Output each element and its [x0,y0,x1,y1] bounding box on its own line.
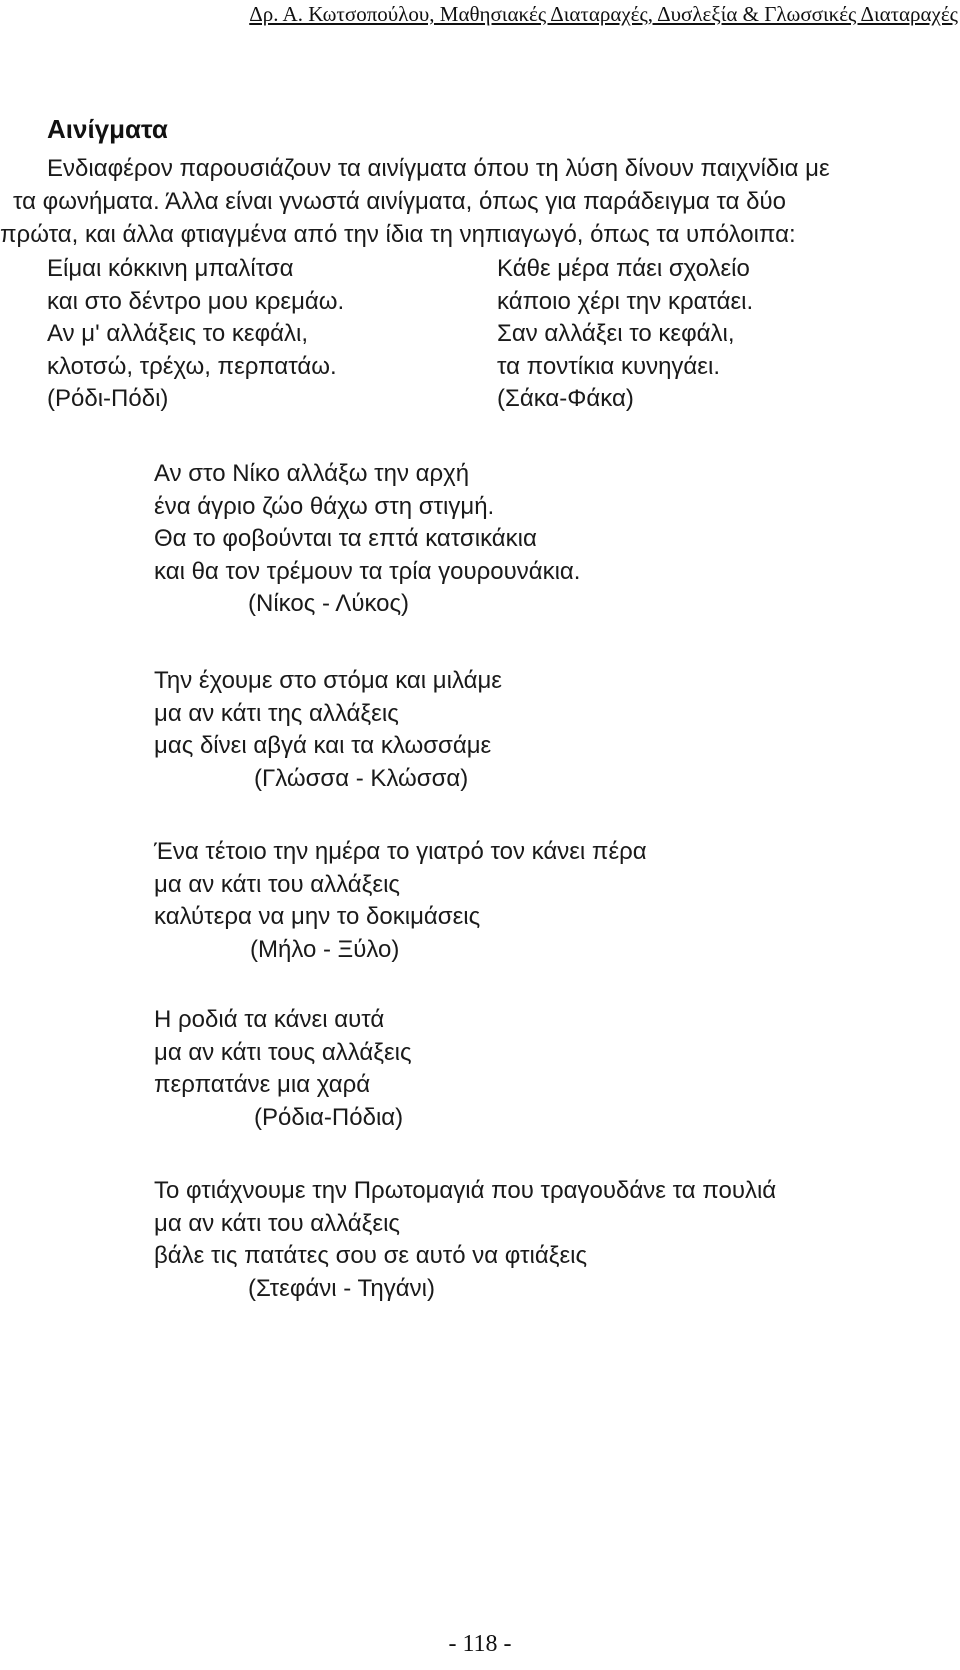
riddle-rodi-podi [47,253,344,416]
page-number: - 118 - [448,1631,512,1657]
riddle-line: μα αν κάτι τους αλλάξεις [154,1038,412,1066]
riddle-answer: (Ρόδια-Πόδια) [254,1103,404,1131]
intro-paragraph [0,152,960,251]
riddle-answer: (Στεφάνι - Τηγάνι) [248,1274,435,1302]
riddle-line: Θα το φοβούνται τα επτά κατσικάκια [154,525,537,552]
riddle-line: μα αν κάτι του αλλάξεις [154,1209,400,1237]
riddle-line: περπατάνε μια χαρά [154,1071,371,1098]
riddle-line: μας δίνει αβγά και τα κλωσσάμε [154,732,492,759]
intro-line: τα φωνήματα. Άλλα είναι γνωστά αινίγματα, όπως για παράδειγμα τα δύο [13,188,786,215]
intro-line: Ενδιαφέρον παρουσιάζουν τα αινίγματα όπου τη λύση δίνουν παιχνίδια με [47,155,830,182]
riddle-line: καλύτερα να μην το δοκιμάσεις [154,903,481,930]
riddle-stefani-tigani [154,1175,776,1305]
riddle-line: τα ποντίκια κυνηγάει. [497,352,720,380]
riddle-answer: (Νίκος - Λύκος) [248,590,410,617]
riddle-line: Ένα τέτοιο την ημέρα το γιατρό τον κάνει πέρα [154,838,647,865]
riddle-line: Το φτιάχνουμε την Πρωτομαγιά που τραγουδάνε τα πουλιά [154,1177,777,1204]
riddle-line: και θα τον τρέμουν τα τρία γουρουνάκια. [154,557,581,585]
riddle-line: Σαν αλλάξει το κεφάλι, [497,320,735,347]
running-header: Δρ. Α. Κωτσοπούλου, Μαθησιακές Διαταραχές, Δυσλεξία & Γλωσσικές Διαταραχές [249,2,958,26]
riddle-line: βάλε τις πατάτες σου σε αυτό να φτιάξεις [154,1242,588,1269]
riddle-line: κάποιο χέρι την κρατάει. [497,287,754,315]
riddle-answer: (Γλώσσα - Κλώσσα) [254,764,469,792]
riddle-line: Την έχουμε στο στόμα και μιλάμε [154,667,502,694]
riddle-milo-xylo [154,836,647,966]
riddle-line: Αν μ' αλλάξεις το κεφάλι, [47,320,309,347]
riddle-answer: (Μήλο - Ξύλο) [250,935,400,963]
riddle-nikos-lykos [154,458,580,621]
riddle-saka-faka [497,253,753,416]
intro-line: πρώτα, και άλλα φτιαγμένα από την ίδια τη νηπιαγωγό, όπως τα υπόλοιπα: [0,221,796,248]
riddle-line: Η ροδιά τα κάνει αυτά [154,1006,385,1033]
riddle-rodia-podia [154,1004,412,1134]
riddle-line: και στο δέντρο μου κρεμάω. [47,287,345,315]
riddle-glossa-klossa [154,665,502,795]
riddle-line: Είμαι κόκκινη μπαλίτσα [47,255,294,282]
section-title: Αινίγματα [47,114,168,144]
riddle-answer: (Σάκα-Φάκα) [497,385,634,412]
riddle-line: μα αν κάτι της αλλάξεις [154,699,399,727]
riddle-line: Κάθε μέρα πάει σχολείο [497,255,750,282]
riddle-line: ένα άγριο ζώο θάχω στη στιγμή. [154,492,495,520]
riddle-line: Αν στο Νίκο αλλάξω την αρχή [154,460,470,487]
riddle-line: κλοτσώ, τρέχω, περπατάω. [47,352,337,380]
riddle-answer: (Ρόδι-Πόδι) [47,385,169,412]
riddle-line: μα αν κάτι του αλλάξεις [154,870,400,898]
